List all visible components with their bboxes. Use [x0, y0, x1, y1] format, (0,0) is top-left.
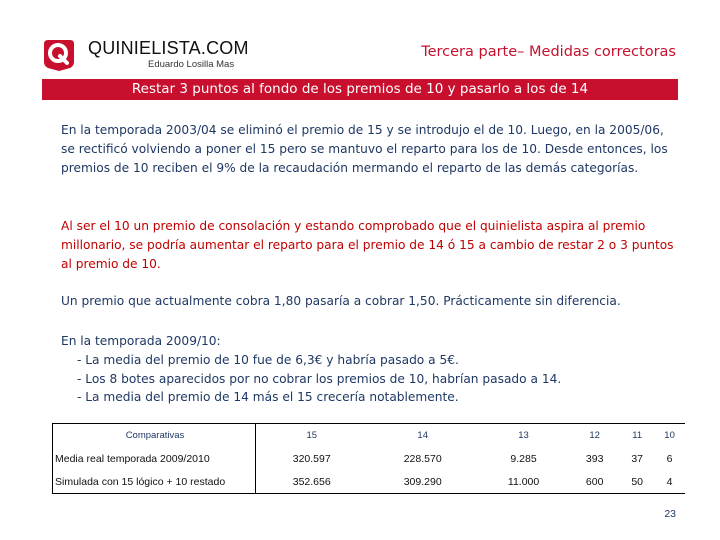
paragraph-difference: Un premio que actualmente cobra 1,80 pasaría a cobrar 1,50. Prácticamente sin diferencia. [61, 294, 621, 308]
header-cell: 10 [654, 424, 685, 448]
table-cell: 393 [585, 452, 604, 465]
table-cell: 37 [631, 452, 644, 465]
season-item: - Los 8 botes aparecidos por no cobrar los premios de 10, habrían pasado a 14. [77, 371, 562, 386]
table-cell: 4 [654, 470, 685, 494]
paragraph-history: En la temporada 2003/04 se eliminó el premio de 15 y se introdujo el de 10. Luego, en la 2005/06, se rectificó volviendo a poner el 15 pero se mantuvo el reparto para los de 10. Desde entonces, los premios de 10 reciben el 9% de la recaudación mermando el reparto de las demás categorías. [61, 123, 668, 175]
table-cell: 11.000 [478, 470, 569, 494]
row-label: Media real temporada 2009/2010 [53, 447, 256, 470]
header-cell: 13 [478, 424, 569, 448]
table-cell: 50 [620, 470, 654, 494]
paragraph-season-2009 [61, 332, 681, 407]
table-cell: 320.597 [292, 452, 331, 465]
paragraph-proposal: Al ser el 10 un premio de consolación y estando comprobado que el quinielista aspira al premio millonario, se podría aumentar el reparto para el premio de 14 ó 15 a cambio de restar 2 o 3 puntos al premio de 10. [61, 219, 674, 271]
season-intro: En la temporada 2009/10: [61, 334, 221, 348]
brand-name: QUINIELISTA.COM [88, 38, 249, 58]
table-cell: 352.656 [256, 470, 368, 494]
table-cell: 6 [666, 452, 673, 465]
table-cell: 600 [569, 470, 620, 494]
table-row [53, 470, 686, 494]
quinielista-q-logo-icon [42, 38, 76, 72]
table-cell: 309.290 [367, 470, 478, 494]
row-label: Simulada con 15 lógico + 10 restado [53, 470, 256, 494]
slide-banner: Restar 3 puntos al fondo de los premios de 10 y pasarlo a los de 14 [42, 79, 678, 100]
season-item: - La media del premio de 10 fue de 6,3€ y habría pasado a 5€. [77, 352, 459, 367]
header-cell: 11 [620, 424, 654, 448]
season-item: - La media del premio de 14 más el 15 crecería notablemente. [77, 390, 459, 405]
table-cell: 228.570 [403, 452, 442, 465]
comparison-table [52, 423, 685, 494]
table-header-row [53, 424, 686, 448]
header-cell: 14 [367, 424, 478, 448]
section-title: Tercera parte– Medidas correctoras [421, 44, 676, 60]
table-row [53, 447, 686, 470]
header-cell: 12 [569, 424, 620, 448]
author-name: Eduardo Losilla Mas [148, 59, 235, 70]
table-cell: 9.285 [510, 452, 537, 465]
header-cell: Comparativas [53, 424, 256, 448]
page-number: 23 [664, 508, 676, 520]
header-cell: 15 [256, 424, 368, 448]
